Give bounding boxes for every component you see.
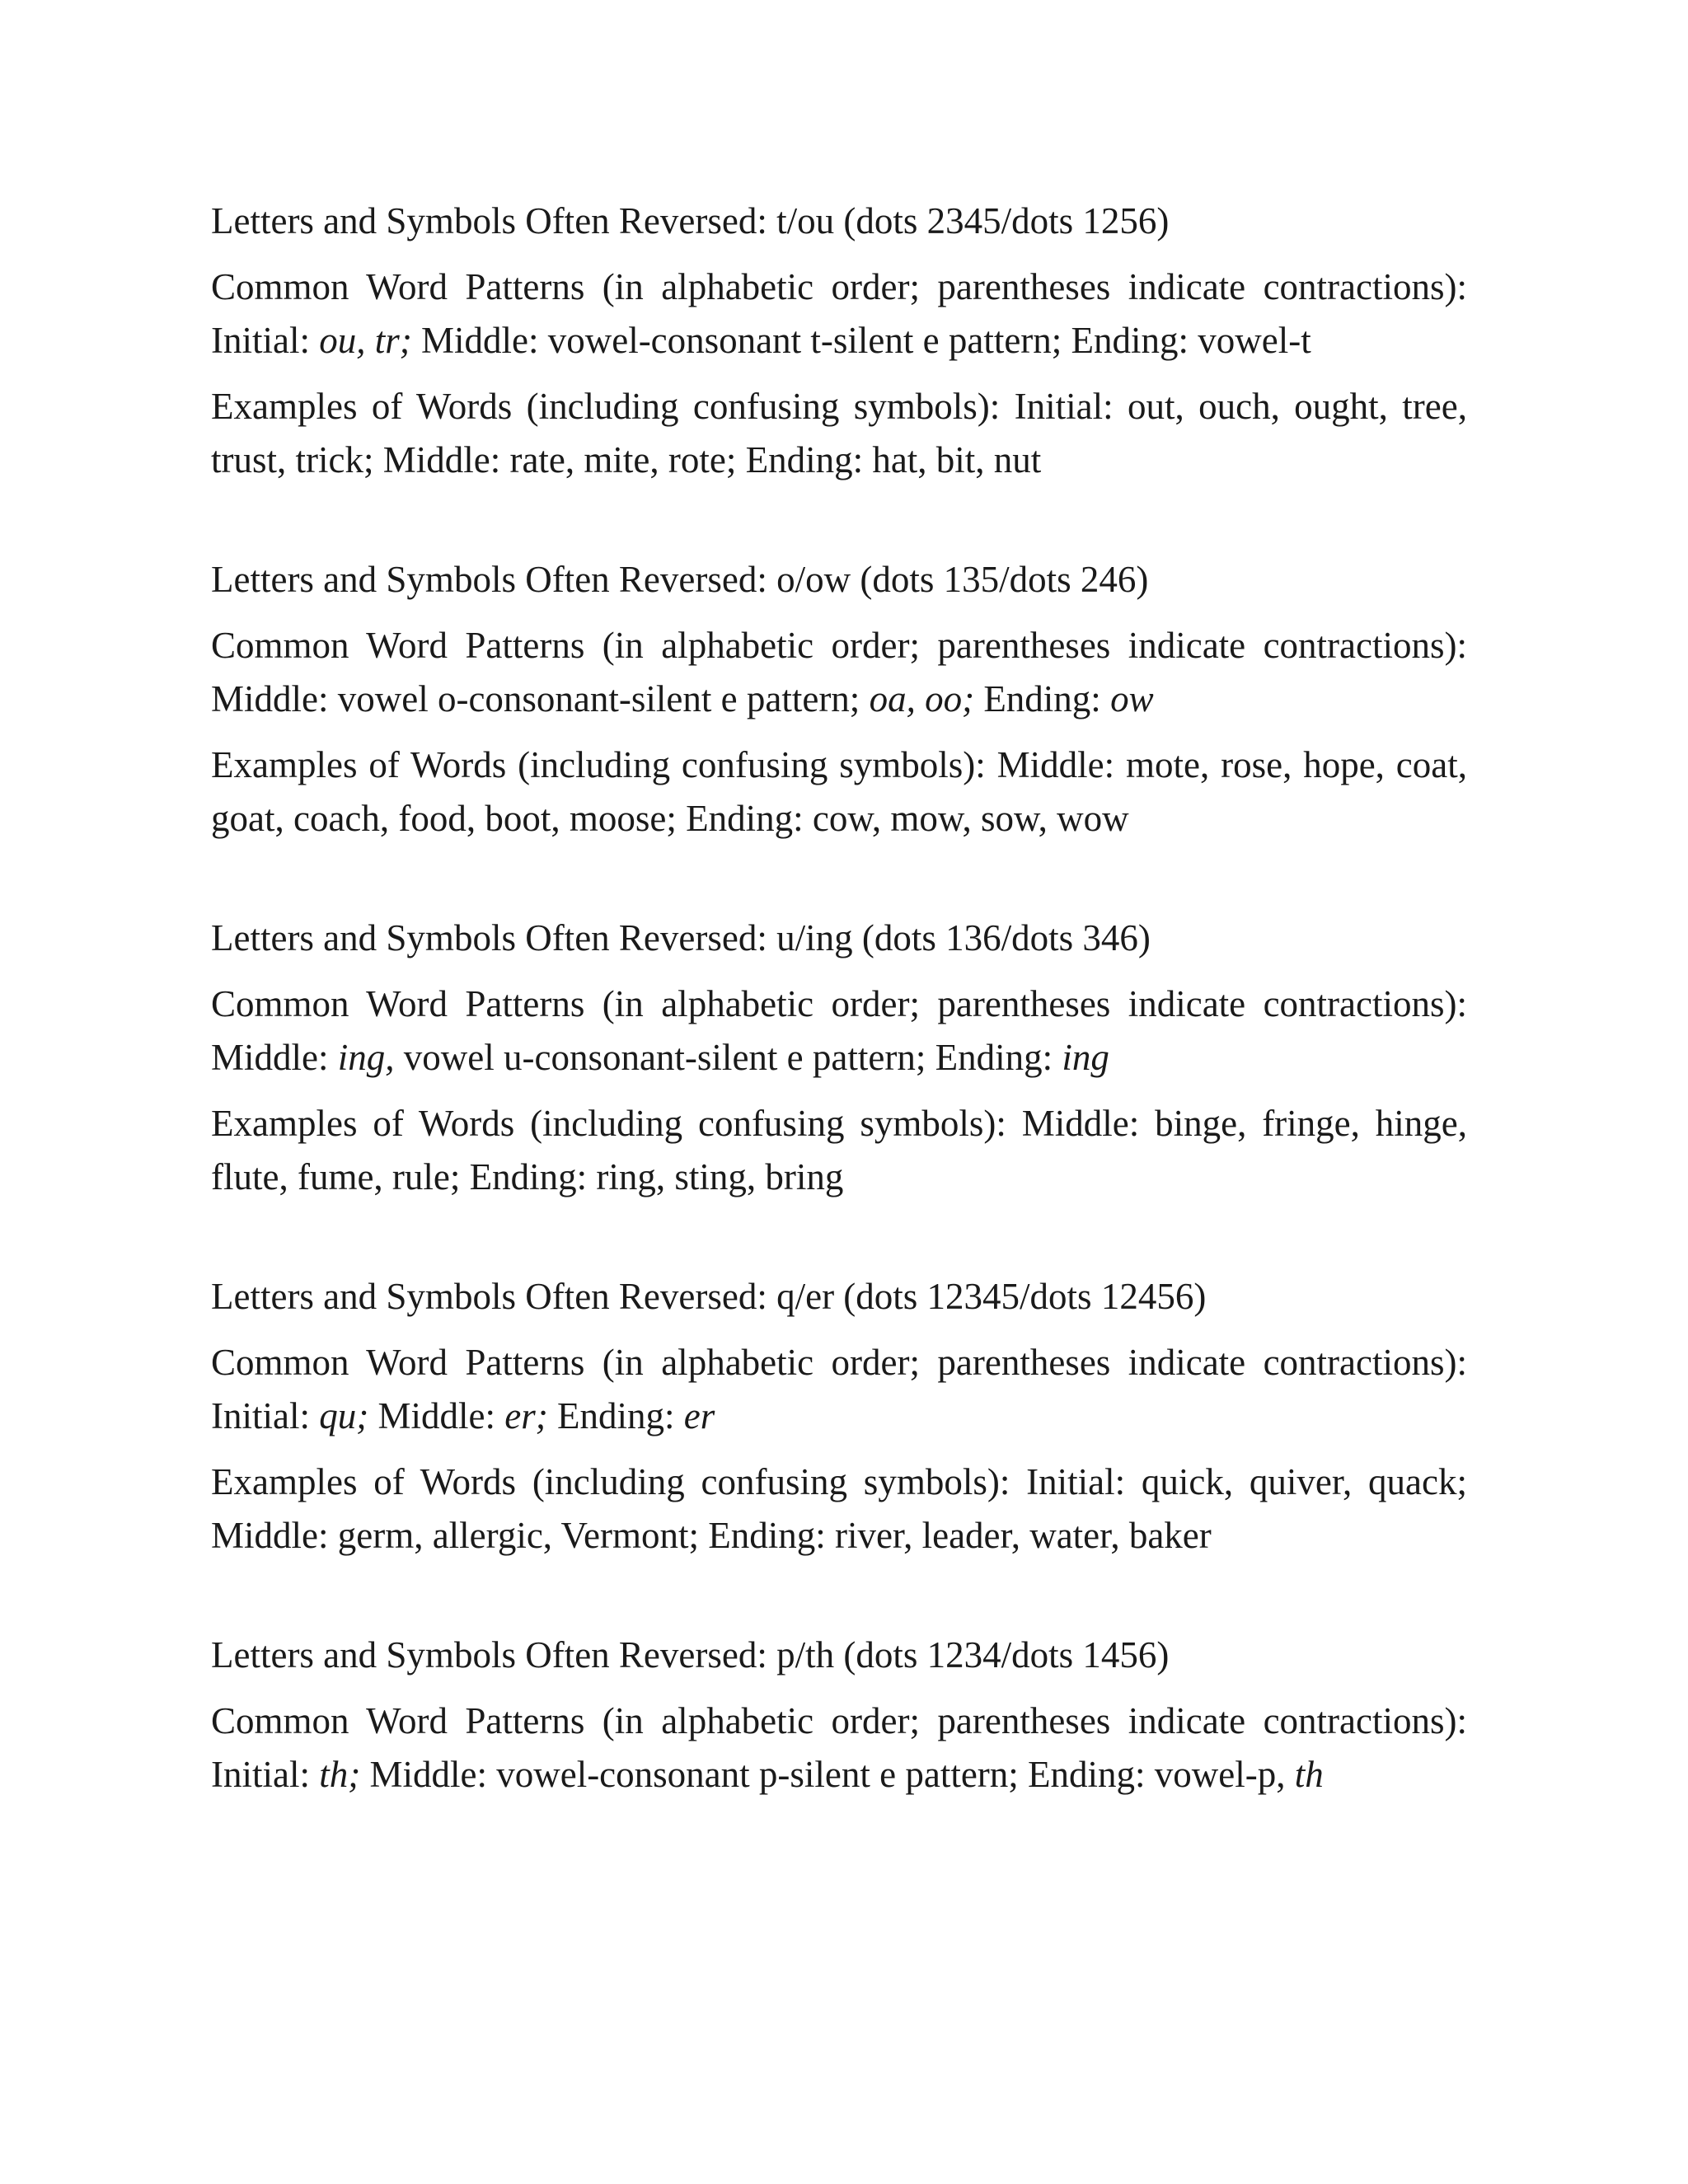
entry-t-ou — [211, 194, 1467, 487]
reversed-symbols-line: Letters and Symbols Often Reversed: o/ow (dots 135/dots 246) — [211, 559, 1149, 600]
reversed-symbols-line: Letters and Symbols Often Reversed: p/th (dots 1234/dots 1456) — [211, 1634, 1170, 1675]
common-word-patterns-line: Common Word Patterns (in alphabetic order; parentheses indicate contractions): Initial: th; Middle: vowel-consonant p-silent e pattern; Ending: vowel-p, th — [211, 1700, 1467, 1795]
common-word-patterns-line: Common Word Patterns (in alphabetic order; parentheses indicate contractions): Initial: ou, tr; Middle: vowel-consonant t-silent e pattern; Ending: vowel-t — [211, 266, 1467, 361]
examples-of-words-line: Examples of Words (including confusing symbols): Middle: binge, fringe, hinge, flute, fume, rule; Ending: ring, sting, bring — [211, 1103, 1467, 1197]
common-word-patterns-line: Common Word Patterns (in alphabetic order; parentheses indicate contractions): Middle: vowel o-consonant-silent e pattern; oa, oo; Ending: ow — [211, 625, 1467, 719]
document-page — [211, 194, 1467, 1868]
entry-u-ing — [211, 912, 1467, 1204]
examples-of-words-line: Examples of Words (including confusing symbols): Initial: out, ouch, ought, tree, trust, trick; Middle: rate, mite, rote; Ending: hat, bit, nut — [211, 386, 1467, 480]
examples-of-words-line: Examples of Words (including confusing symbols): Middle: mote, rose, hope, coat, goat, coach, food, boot, moose; Ending: cow, mow, sow, wow — [211, 744, 1467, 839]
examples-of-words-line: Examples of Words (including confusing symbols): Initial: quick, quiver, quack; Middle: germ, allergic, Vermont; Ending: river, leader, water, baker — [211, 1461, 1467, 1556]
reversed-symbols-line: Letters and Symbols Often Reversed: u/ing (dots 136/dots 346) — [211, 917, 1151, 958]
common-word-patterns-line: Common Word Patterns (in alphabetic order; parentheses indicate contractions): Initial: qu; Middle: er; Ending: er — [211, 1342, 1467, 1436]
reversed-symbols-line: Letters and Symbols Often Reversed: t/ou (dots 2345/dots 1256) — [211, 200, 1170, 241]
entry-p-th — [211, 1629, 1467, 1802]
reversed-symbols-line: Letters and Symbols Often Reversed: q/er (dots 12345/dots 12456) — [211, 1276, 1207, 1317]
entry-q-er — [211, 1270, 1467, 1563]
common-word-patterns-line: Common Word Patterns (in alphabetic order; parentheses indicate contractions): Middle: ing, vowel u-consonant-silent e pattern; Ending: ing — [211, 983, 1467, 1078]
entry-o-ow — [211, 553, 1467, 846]
